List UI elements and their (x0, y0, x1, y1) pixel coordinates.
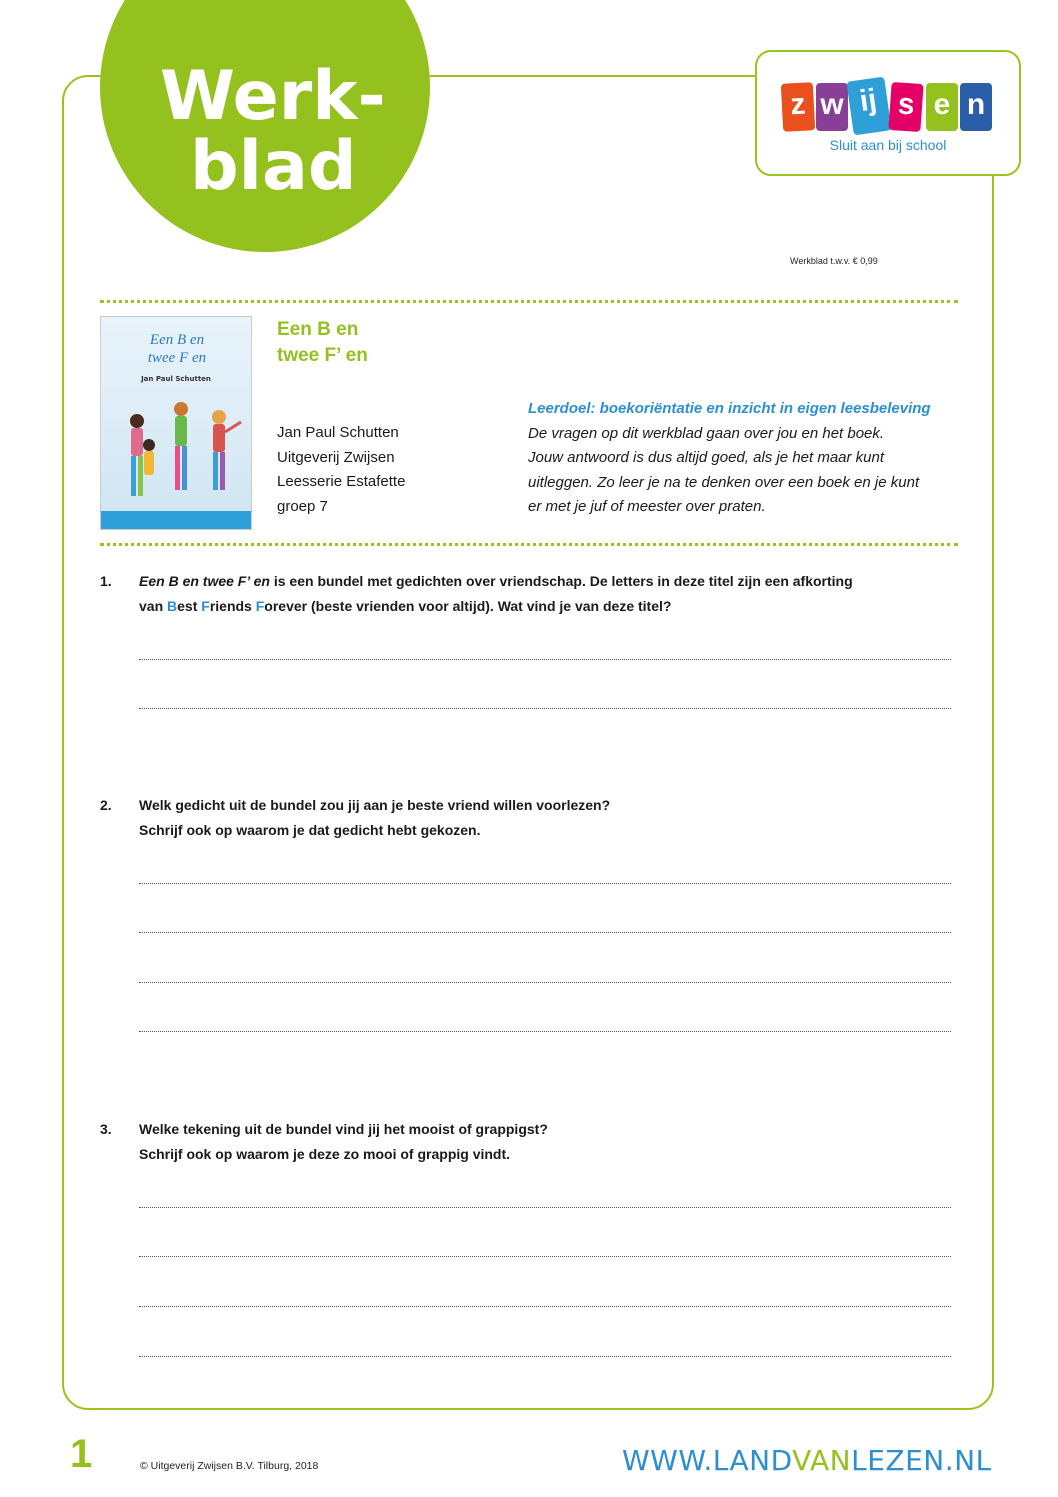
question-book-title: Een B en twee F’ en (139, 573, 270, 589)
logo-tile-z: z (781, 82, 815, 132)
separator-top (100, 300, 958, 303)
worksheet-title-line1: Werk- (160, 57, 386, 136)
question-line: Schrijf ook op waarom je dat gedicht hebt gekozen. (139, 821, 481, 838)
question-text (139, 793, 959, 842)
question-line: Welk gedicht uit de bundel zou jij aan je beste vriend willen voorlezen? (139, 797, 611, 813)
answer-line[interactable] (139, 1306, 951, 1307)
book-group: groep 7 (277, 497, 328, 515)
cover-publisher-strip (101, 511, 251, 529)
figure-right (212, 410, 241, 490)
answer-line[interactable] (139, 708, 951, 709)
copyright: © Uitgeverij Zwijsen B.V. Tilburg, 2018 (140, 1460, 319, 1472)
question-text-part: est (177, 597, 202, 614)
book-series: Leesserie Estafette (277, 473, 406, 490)
book-author: Jan Paul Schutten (277, 424, 399, 441)
learning-goal (528, 397, 968, 520)
logo-tile-e: e (926, 83, 958, 131)
zwijsen-logo (755, 50, 1021, 176)
cover-title-line2: twee F en (147, 350, 207, 366)
logo-tile-n: n (960, 83, 992, 131)
learning-goal-title: Leerdoel: boekoriëntatie en inzicht in eigen leesbeleving (528, 400, 931, 417)
worksheet-title-line2: blad (190, 127, 357, 206)
book-publisher: Uitgeverij Zwijsen (277, 448, 395, 466)
question-text (139, 1117, 959, 1166)
question-text (139, 569, 959, 618)
highlight-letter-f: F (255, 597, 265, 614)
page-frame (62, 75, 994, 1410)
book-title (277, 317, 368, 369)
learning-goal-text (528, 422, 968, 520)
learning-goal-line: Jouw antwoord is dus altijd goed, als je het maar kunt (528, 449, 885, 466)
separator-bottom (100, 543, 958, 546)
question-number: 3. (100, 1121, 112, 1137)
book-title-line1: Een B en (277, 319, 359, 340)
website-link[interactable] (622, 1444, 992, 1477)
book-meta (277, 421, 405, 519)
learning-goal-line: De vragen op dit werkblad gaan over jou en het boek. (528, 424, 885, 442)
worksheet-title (160, 57, 400, 206)
book-title-line2: twee F’ en (277, 345, 368, 366)
question-number: 2. (100, 797, 112, 813)
logo-tagline: Sluit aan bij school (829, 137, 947, 153)
question-text-part: riends (209, 597, 256, 614)
question-line: Welke tekening uit de bundel vind jij het mooist of grappigst? (139, 1121, 548, 1137)
cover-title-line1: Een B en (149, 332, 205, 348)
highlight-letter-b: B (167, 597, 178, 614)
learning-goal-line: uitleggen. Zo leer je na te denken over een boek en je kunt (528, 473, 920, 491)
answer-line[interactable] (139, 932, 951, 933)
logo-tile-s: s (888, 82, 923, 132)
question-text-part: van (139, 597, 168, 614)
question-text-rest: is een bundel met gedichten over vriendschap. De letters in deze titel zijn een afkorting (269, 573, 853, 589)
cover-illustration (101, 317, 252, 530)
price-note: Werkblad t.w.v. € 0,99 (790, 256, 878, 266)
answer-line[interactable] (139, 1256, 951, 1257)
answer-line[interactable] (139, 659, 951, 660)
website-part: LEZEN.NL (851, 1444, 992, 1477)
figure-middle (174, 402, 188, 490)
website-part: VAN (792, 1444, 852, 1477)
learning-goal-line: er met je juf of meester over praten. (528, 498, 766, 515)
answer-line[interactable] (139, 1207, 951, 1208)
answer-line[interactable] (139, 1356, 951, 1357)
book-cover-image (100, 316, 252, 530)
answer-line[interactable] (139, 883, 951, 884)
figure-left (130, 414, 155, 496)
question-number: 1. (100, 573, 112, 589)
logo-tile-ij: ij (846, 77, 891, 136)
logo-tile-w: w (816, 83, 848, 131)
answer-line[interactable] (139, 982, 951, 983)
highlight-letter-f: F (201, 597, 210, 614)
answer-line[interactable] (139, 1031, 951, 1032)
website-part: WWW.LAND (622, 1444, 793, 1477)
question-text-part: orever (beste vrienden voor altijd). Wat vind je van deze titel? (264, 597, 672, 614)
page-number: 1 (70, 1432, 93, 1476)
question-line: Schrijf ook op waarom je deze zo mooi of grappig vindt. (139, 1145, 511, 1162)
cover-author: Jan Paul Schutten (141, 375, 211, 383)
